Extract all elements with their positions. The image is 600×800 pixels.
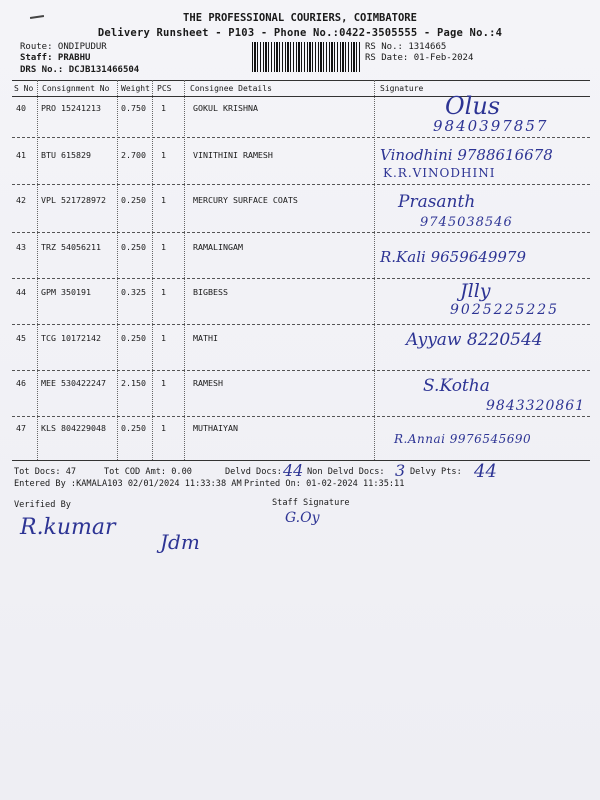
row-weight: 0.250 [121, 423, 146, 433]
total-cod: Tot COD Amt: 0.00 [104, 467, 192, 477]
row-pcs: 1 [161, 103, 166, 113]
signature-phone: 9840397857 [433, 117, 549, 135]
verified-signature-2: Jdm [160, 530, 200, 554]
row-divider [12, 184, 590, 185]
row-consignee: MUTHAIYAN [193, 423, 238, 433]
row-sno: 40 [16, 103, 26, 113]
row-weight: 0.250 [121, 195, 146, 205]
delivered-docs-label: Delvd Docs: [225, 467, 282, 477]
signature: S.Kotha [423, 376, 490, 396]
header-rule-bottom [12, 96, 590, 97]
header-rule-top [12, 80, 590, 81]
signature: Olus [445, 92, 501, 120]
staff-signature-label: Staff Signature [272, 498, 350, 508]
row-divider [12, 324, 590, 325]
row-consignee: RAMESH [193, 378, 223, 388]
row-sno: 45 [16, 333, 26, 343]
row-pcs: 1 [161, 423, 166, 433]
row-sno: 42 [16, 195, 26, 205]
row-weight: 0.250 [121, 333, 146, 343]
signature: Vinodhini 9788616678 [380, 146, 553, 164]
non-delivered-docs-value: 3 [395, 461, 406, 480]
row-sno: 41 [16, 150, 26, 160]
signature-phone: 9745038546 [420, 215, 513, 230]
verified-by-label: Verified By [14, 500, 71, 510]
route: Route: ONDIPUDUR [20, 42, 107, 52]
row-consignment: PRO 15241213 [41, 103, 101, 113]
signature: Ayyaw 8220544 [406, 330, 543, 350]
row-pcs: 1 [161, 287, 166, 297]
row-divider [12, 370, 590, 371]
delivered-docs-value: 44 [283, 461, 304, 480]
rs-date: RS Date: 01-Feb-2024 [365, 53, 474, 63]
row-weight: 2.700 [121, 150, 146, 160]
row-divider [12, 137, 590, 138]
row-weight: 0.325 [121, 287, 146, 297]
row-consignment: VPL 521728972 [41, 195, 106, 205]
row-consignee: VINITHINI RAMESH [193, 150, 273, 160]
row-consignee: RAMALINGAM [193, 242, 243, 252]
row-weight: 0.750 [121, 103, 146, 113]
row-divider [12, 232, 590, 233]
row-pcs: 1 [161, 378, 166, 388]
row-sno: 47 [16, 423, 26, 433]
row-pcs: 1 [161, 333, 166, 343]
row-weight: 2.150 [121, 378, 146, 388]
col-sno: S No [14, 84, 34, 93]
row-consignee: GOKUL KRISHNA [193, 103, 258, 113]
row-consignment: BTU 615829 [41, 150, 91, 160]
row-divider [12, 416, 590, 417]
col-consignee: Consignee Details [190, 84, 272, 93]
row-divider [12, 278, 590, 279]
row-sno: 46 [16, 378, 26, 388]
row-consignee: BIGBESS [193, 287, 228, 297]
row-consignee: MERCURY SURFACE COATS [193, 195, 298, 205]
barcode [252, 42, 360, 72]
row-pcs: 1 [161, 195, 166, 205]
row-consignment: GPM 350191 [41, 287, 91, 297]
row-pcs: 1 [161, 150, 166, 160]
signature-phone: 9025225225 [450, 302, 560, 318]
col-signature: Signature [380, 84, 424, 93]
row-consignee: MATHI [193, 333, 218, 343]
staff: Staff: PRABHU [20, 53, 91, 63]
row-pcs: 1 [161, 242, 166, 252]
signature: R.Annai 9976545690 [394, 432, 532, 446]
runsheet-title: Delivery Runsheet - P103 - Phone No.:0422-3505555 - Page No.:4 [97, 27, 503, 39]
rs-number: RS No.: 1314665 [365, 42, 447, 52]
total-docs: Tot Docs: 47 [14, 467, 77, 477]
non-delivered-docs-label: Non Delvd Docs: [307, 467, 385, 477]
staff-signature: G.Oy [285, 510, 320, 526]
company-title: THE PROFESSIONAL COURIERS, COIMBATORE [183, 12, 417, 24]
row-consignment: TRZ 54056211 [41, 242, 101, 252]
delivery-points-label: Delvy Pts: [410, 467, 462, 477]
col-pcs: PCS [157, 84, 172, 93]
printed-on: Printed On: 01-02-2024 11:35:11 [244, 479, 405, 489]
row-consignment: MEE 530422247 [41, 378, 106, 388]
row-sno: 44 [16, 287, 26, 297]
signature: Jlly [460, 280, 491, 302]
row-weight: 0.250 [121, 242, 146, 252]
col-weight: Weight [121, 84, 150, 93]
row-sno: 43 [16, 242, 26, 252]
signature: Prasanth [398, 192, 476, 212]
verified-signature: R.kumar [20, 515, 116, 540]
row-consignment: TCG 10172142 [41, 333, 101, 343]
col-consignment: Consignment No [42, 84, 110, 93]
entered-by: Entered By :KAMALA103 02/01/2024 11:33:38 AM [14, 479, 242, 489]
delivery-points-value: 44 [474, 461, 497, 482]
drs-number: DRS No.: DCJB131466504 [20, 65, 140, 75]
signature-phone: 9843320861 [486, 398, 586, 414]
row-consignment: KLS 804229048 [41, 423, 106, 433]
signature-name: K.R.VINODHINI [383, 166, 496, 180]
signature: R.Kali 9659649979 [380, 248, 527, 266]
